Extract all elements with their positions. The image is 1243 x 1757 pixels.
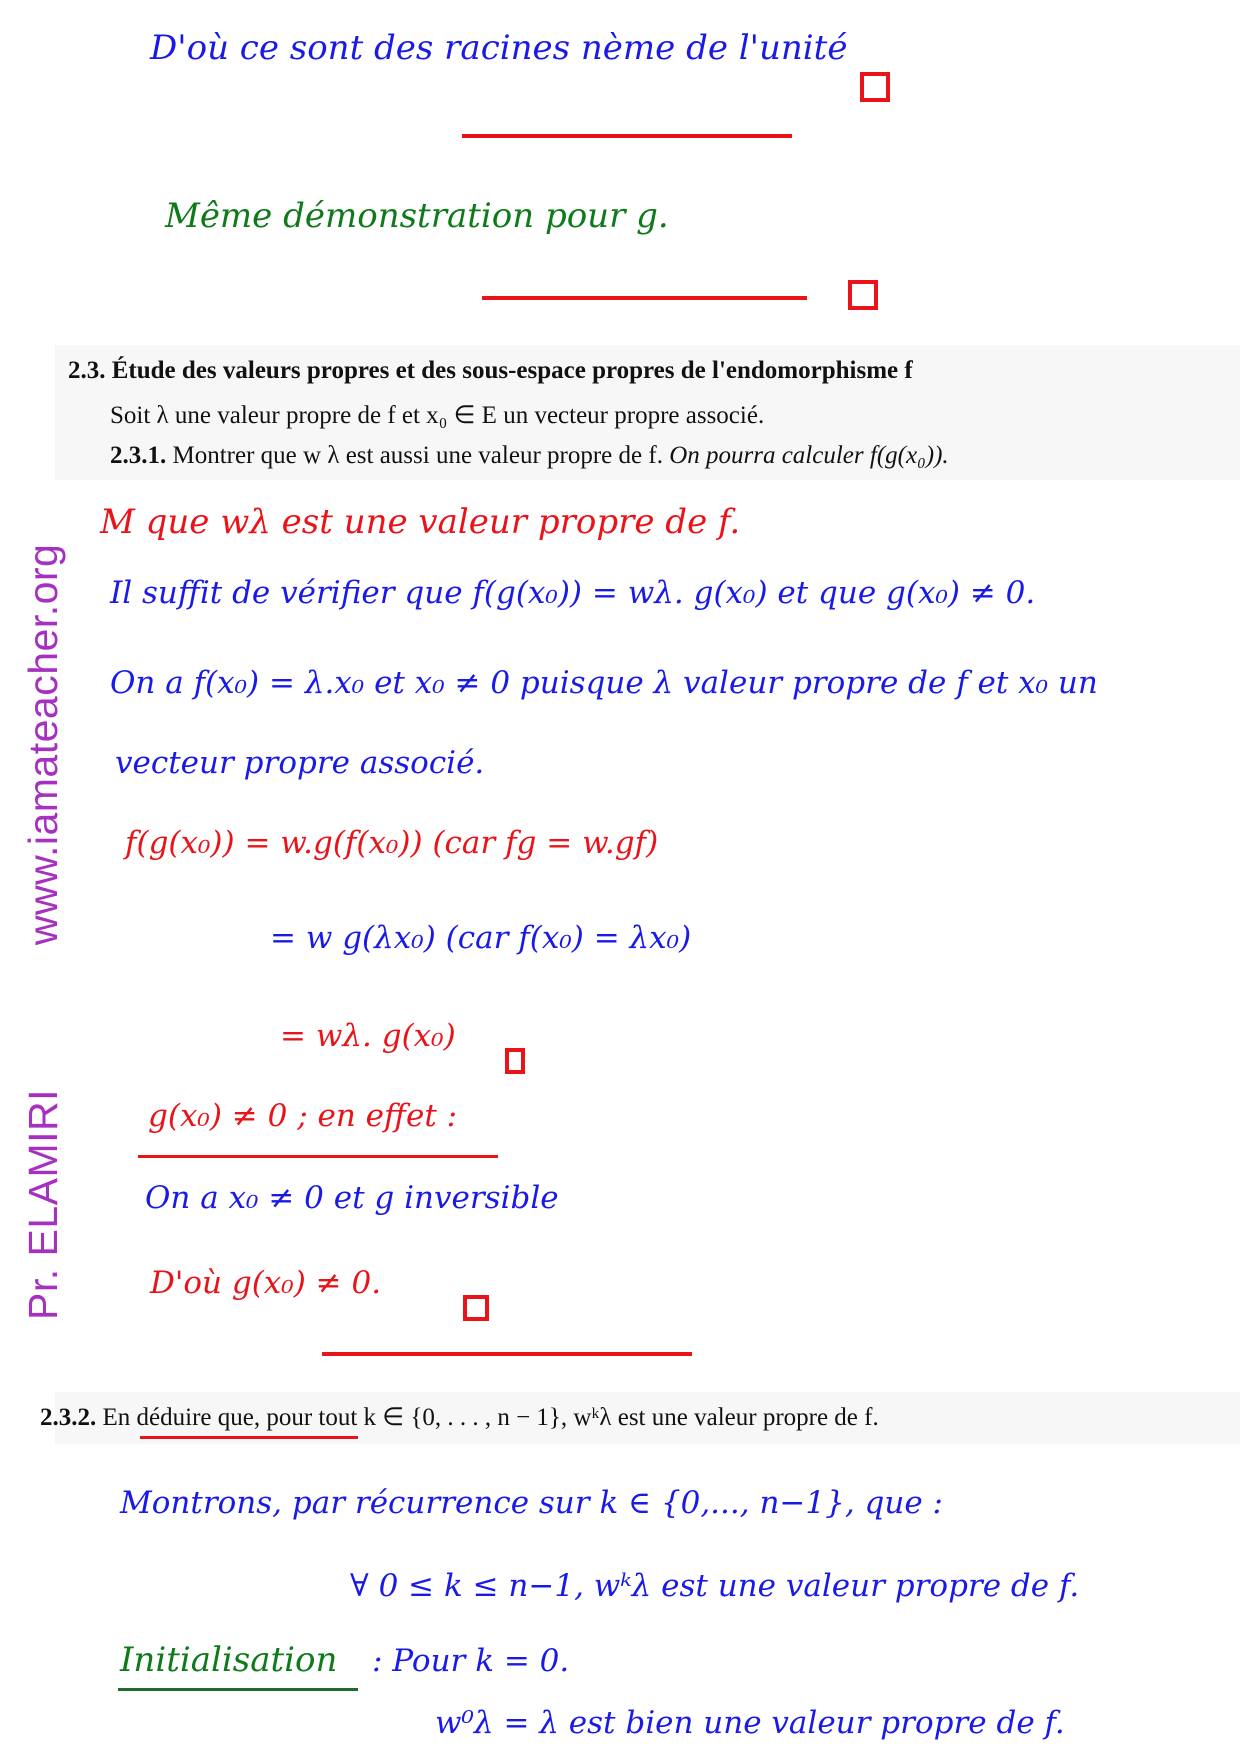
proof-line: ∀ 0 ≤ k ≤ n−1, wᵏλ est une valeur propre de f. <box>350 1568 1080 1604</box>
question-number: 2.3.2. <box>40 1404 97 1431</box>
watermark <box>20 544 67 1320</box>
end-of-proof-box <box>848 280 878 310</box>
note-same-proof: Même démonstration pour g. <box>165 196 669 236</box>
question-hint: On pourra calculer f(g(x₀)). <box>669 442 949 469</box>
section-heading: Étude des valeurs propres et des sous-espace propres de l'endomorphisme f <box>111 357 913 384</box>
end-of-proof-box <box>463 1295 489 1321</box>
proof-line: vecteur propre associé. <box>115 745 485 781</box>
question-2-3-1 <box>110 442 949 470</box>
underline <box>140 1436 358 1439</box>
proof-line: D'où g(x₀) ≠ 0. <box>150 1265 382 1301</box>
proof-line: f(g(x₀)) = w.g(f(x₀)) (car fg = w.gf) <box>125 825 659 861</box>
watermark-author: Pr. ELAMIRI <box>20 1088 66 1320</box>
section-number: 2.3. <box>68 357 106 384</box>
proof-line: = w g(λx₀) (car f(x₀) = λx₀) <box>270 920 692 956</box>
underline <box>138 1155 498 1158</box>
initialisation-label: Initialisation <box>120 1640 338 1680</box>
separator-line <box>482 296 807 300</box>
proof-line: w⁰λ = λ est bien une valeur propre de f. <box>435 1705 1065 1741</box>
question-text: Montrer que w λ est aussi une valeur propre de f. <box>172 442 663 469</box>
separator-line <box>322 1352 692 1356</box>
question-2-3-2 <box>40 1402 879 1432</box>
proof-line: Il suffit de vérifier que f(g(x₀)) = wλ. g(x₀) et que g(x₀) ≠ 0. <box>110 575 1036 611</box>
underline <box>118 1688 358 1691</box>
proof-subclaim: g(x₀) ≠ 0 ; en effet : <box>148 1098 458 1134</box>
question-text: En déduire que, pour tout k ∈ {0, . . . , n − 1}, wᵏλ est une valeur propre de f. <box>102 1404 879 1431</box>
question-number: 2.3.1. <box>110 442 167 469</box>
separator-line <box>462 134 792 138</box>
watermark-site: www.iamateacher.org <box>20 543 66 946</box>
proof-line: On a f(x₀) = λ.x₀ et x₀ ≠ 0 puisque λ valeur propre de f et x₀ un <box>110 665 1098 701</box>
proof-line: : Pour k = 0. <box>372 1643 570 1679</box>
proof-goal: M que wλ est une valeur propre de f. <box>100 502 741 542</box>
note-roots-of-unity: D'où ce sont des racines nème de l'unité <box>150 28 848 68</box>
section-intro: Soit λ une valeur propre de f et x₀ ∈ E un vecteur propre associé. <box>110 402 765 429</box>
proof-line: Montrons, par récurrence sur k ∈ {0,..., n−1}, que : <box>120 1485 943 1521</box>
end-of-proof-box <box>505 1048 525 1074</box>
proof-line: On a x₀ ≠ 0 et g inversible <box>145 1180 559 1216</box>
proof-line: = wλ. g(x₀) <box>280 1018 456 1054</box>
section-title <box>68 357 913 385</box>
end-of-proof-box <box>860 72 890 102</box>
